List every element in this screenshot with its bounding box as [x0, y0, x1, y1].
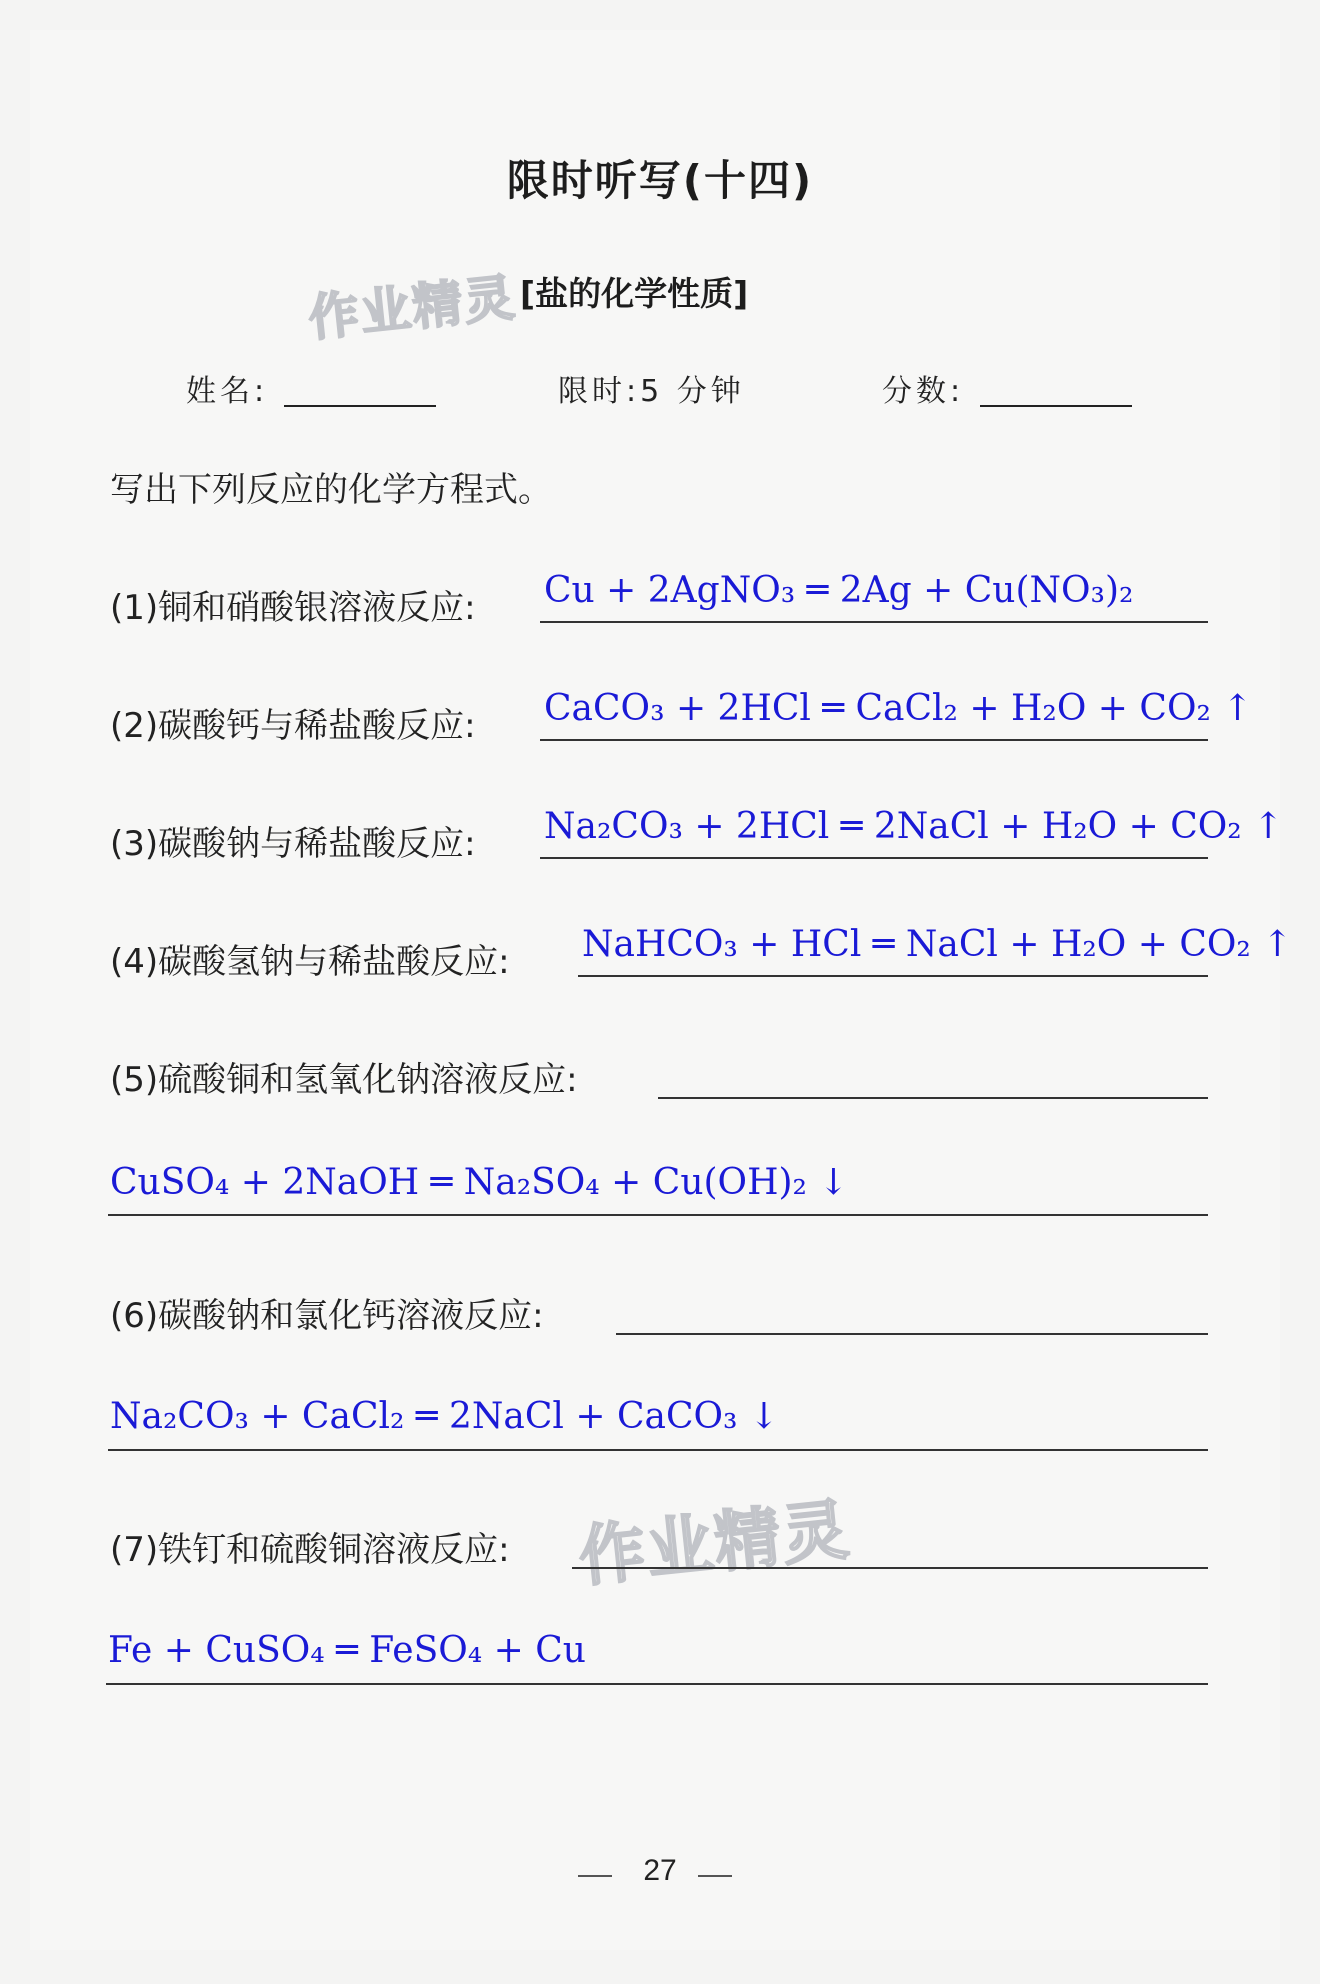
answer-equation: Fe + CuSO₄ ═ FeSO₄ + Cu	[108, 1630, 586, 1671]
answer-equation: NaHCO₃ + HCl ═ NaCl + H₂O + CO₂ ↑	[582, 924, 1293, 965]
question-label: (5)硫酸铜和氢氧化钠溶液反应:	[110, 1060, 578, 1100]
answer-line[interactable]	[540, 621, 1208, 623]
answer-line[interactable]	[572, 1567, 1208, 1569]
watermark: 作业精灵	[305, 268, 519, 348]
page-title: 限时听写(十四)	[506, 156, 814, 205]
section-subtitle: [盐的化学性质]	[520, 274, 749, 313]
answer-equation: Na₂CO₃ + 2HCl ═ 2NaCl + H₂O + CO₂ ↑	[544, 806, 1284, 847]
answer-equation: CuSO₄ + 2NaOH ═ Na₂SO₄ + Cu(OH)₂ ↓	[110, 1162, 849, 1203]
answer-line[interactable]	[658, 1097, 1208, 1099]
answer-line[interactable]	[616, 1333, 1208, 1335]
page-number-dash-right	[698, 1875, 732, 1877]
score-label: 分数:	[882, 374, 965, 409]
question-label: (1)铜和硝酸银溶液反应:	[110, 588, 476, 628]
score-blank[interactable]	[980, 405, 1132, 407]
answer-line[interactable]	[106, 1683, 1208, 1685]
answer-line[interactable]	[108, 1449, 1208, 1451]
instruction-text: 写出下列反应的化学方程式。	[110, 470, 552, 510]
watermark: 作业精灵	[575, 1490, 854, 1596]
answer-line[interactable]	[108, 1214, 1208, 1216]
name-blank[interactable]	[284, 405, 436, 407]
page-number: 27	[643, 1854, 677, 1887]
time-limit-label: 限时:5 分钟	[558, 374, 745, 409]
question-label: (3)碳酸钠与稀盐酸反应:	[110, 824, 476, 864]
question-label: (4)碳酸氢钠与稀盐酸反应:	[110, 942, 510, 982]
answer-equation: Cu + 2AgNO₃ ═ 2Ag + Cu(NO₃)₂	[544, 570, 1134, 611]
name-label: 姓名:	[186, 374, 269, 409]
answer-line[interactable]	[540, 739, 1208, 741]
answer-equation: Na₂CO₃ + CaCl₂ ═ 2NaCl + CaCO₃ ↓	[110, 1396, 780, 1437]
answer-line[interactable]	[578, 975, 1208, 977]
answer-line[interactable]	[540, 857, 1208, 859]
question-label: (6)碳酸钠和氯化钙溶液反应:	[110, 1296, 544, 1336]
question-label: (2)碳酸钙与稀盐酸反应:	[110, 706, 476, 746]
question-label: (7)铁钉和硫酸铜溶液反应:	[110, 1530, 510, 1570]
answer-equation: CaCO₃ + 2HCl ═ CaCl₂ + H₂O + CO₂ ↑	[544, 688, 1253, 729]
